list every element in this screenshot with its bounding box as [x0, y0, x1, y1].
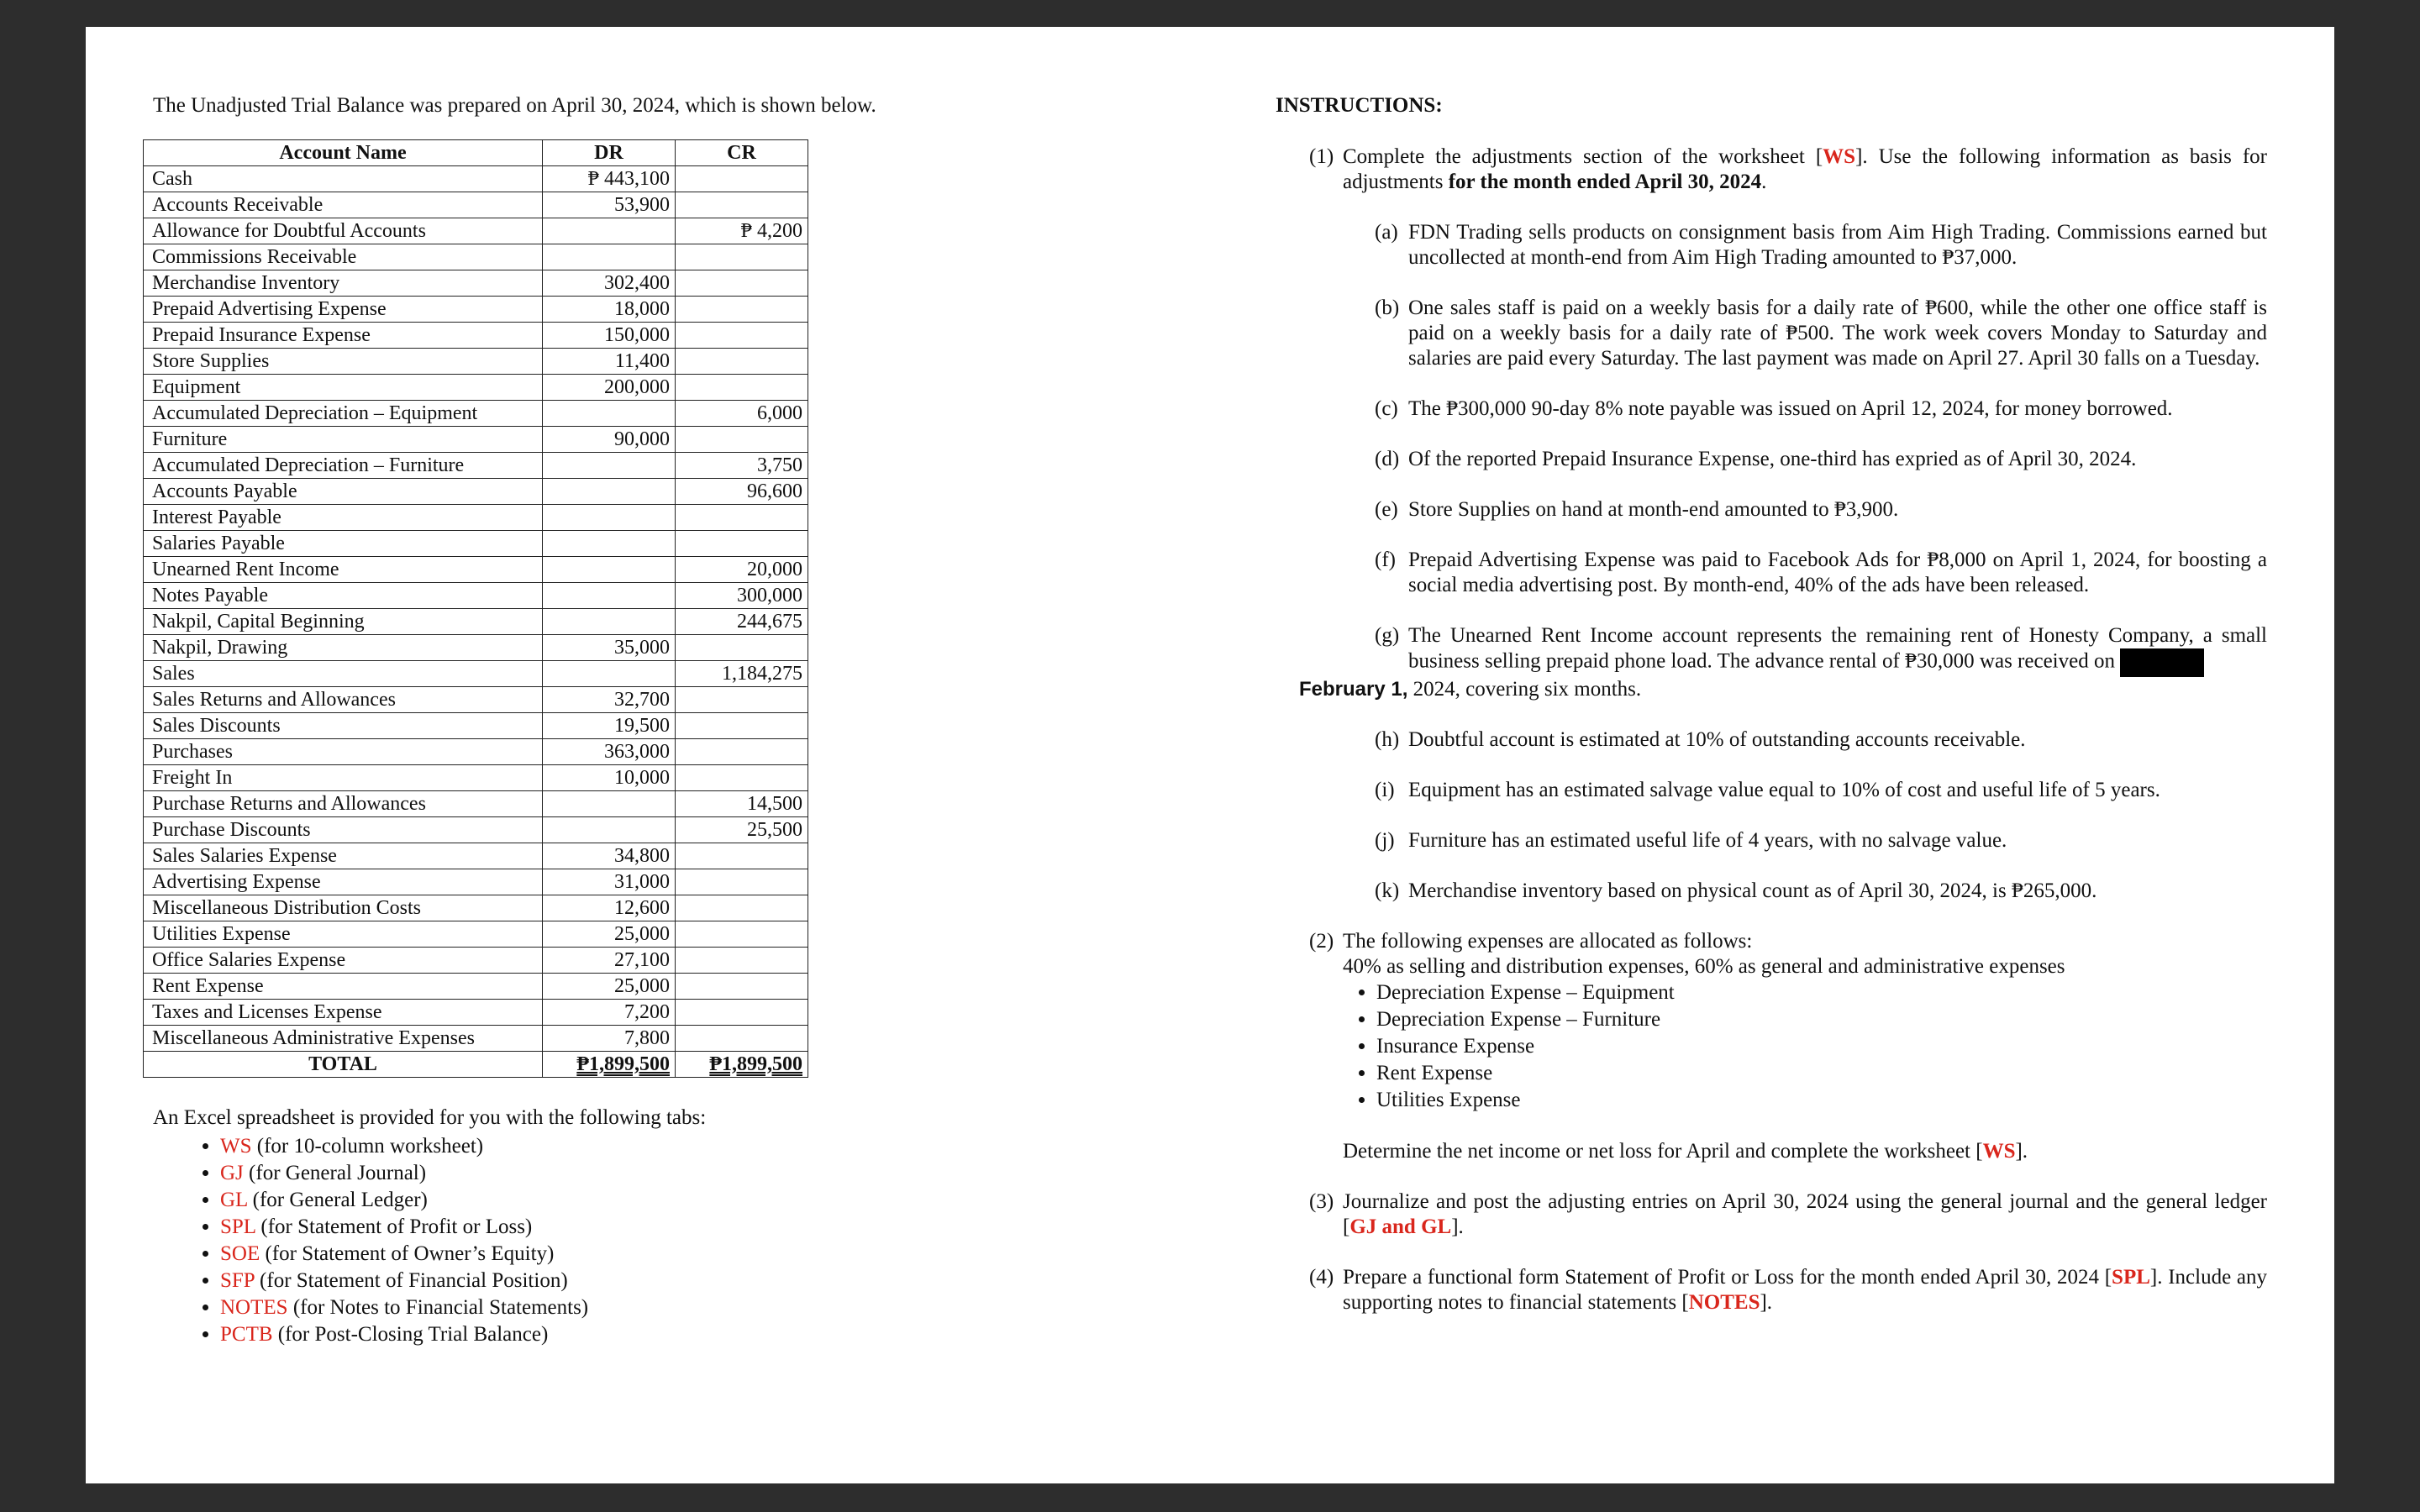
cell-dr: 12,600: [543, 895, 676, 921]
cell-dr: [543, 244, 676, 270]
tab-ref-gj-gl: GJ and GL: [1349, 1215, 1452, 1238]
cell-dr: 25,000: [543, 921, 676, 948]
cell-dr: [543, 661, 676, 687]
tab-code: SPL: [220, 1215, 256, 1238]
table-header-row: [144, 140, 808, 166]
table-row: [144, 453, 808, 479]
instruction-4: (4) Prepare a functional form Statement of Profit or Loss for the month ended April 30, 2024 [SPL]. Include any supporting notes to financial statements [NOTES].: [1309, 1266, 2267, 1314]
adjustment-g: (g) The Unearned Rent Income account represents the remaining rent of Honesty Company, a small business selling prepaid phone load. The advance rental of ₱30,000 was received on February 1, 2024, covering six months.: [1299, 624, 2267, 701]
cell-name: Nakpil, Capital Beginning: [144, 609, 543, 635]
table-row: [144, 609, 808, 635]
cell-cr: ₱ 4,200: [676, 218, 808, 244]
table-row: [144, 270, 808, 297]
trial-balance-title: The Unadjusted Trial Balance was prepared on April 30, 2024, which is shown below.: [153, 94, 876, 117]
list-item: • Utilities Expense: [1376, 1087, 2267, 1114]
tab-code: GJ: [220, 1162, 244, 1184]
cell-dr: 27,100: [543, 948, 676, 974]
table-row: [144, 921, 808, 948]
header-cr: CR: [676, 140, 808, 166]
table-row: [144, 843, 808, 869]
tab-description: (for Statement of Financial Position): [254, 1269, 568, 1292]
tab-description: (for Statement of Profit or Loss): [255, 1215, 533, 1238]
table-row: [144, 791, 808, 817]
list-item: • Depreciation Expense – Furniture: [1376, 1006, 2267, 1033]
allocated-expenses-list: [1276, 979, 2267, 1114]
cell-name: Furniture: [144, 427, 543, 453]
redaction-box: [2120, 648, 2204, 677]
table-row: [144, 323, 808, 349]
tab-list-item: [220, 1160, 993, 1187]
cell-cr: [676, 921, 808, 948]
cell-name: Sales Salaries Expense: [144, 843, 543, 869]
cell-name: Office Salaries Expense: [144, 948, 543, 974]
table-row: [144, 948, 808, 974]
table-row: [144, 739, 808, 765]
cell-name: Cash: [144, 166, 543, 192]
instruction-3: (3) Journalize and post the adjusting entries on April 30, 2024 using the general journal and the general ledger [GJ and GL].: [1309, 1190, 2267, 1238]
cell-dr: 34,800: [543, 843, 676, 869]
date-february: February 1,: [1299, 678, 1408, 701]
adjustment-j: (j) Furniture has an estimated useful life of 4 years, with no salvage value.: [1375, 829, 2007, 852]
list-item: • Insurance Expense: [1376, 1033, 2267, 1060]
cell-cr: [676, 192, 808, 218]
cell-dr: 200,000: [543, 375, 676, 401]
cell-cr: 3,750: [676, 453, 808, 479]
instructions-column: [1276, 94, 2267, 1315]
cell-name: Sales Discounts: [144, 713, 543, 739]
document-page: [86, 27, 2334, 1483]
cell-cr: 300,000: [676, 583, 808, 609]
list-item: • Depreciation Expense – Equipment: [1376, 979, 2267, 1006]
cell-cr: 244,675: [676, 609, 808, 635]
total-dr: ₱1,899,500: [543, 1052, 676, 1078]
cell-cr: 25,500: [676, 817, 808, 843]
cell-cr: 6,000: [676, 401, 808, 427]
cell-name: Allowance for Doubtful Accounts: [144, 218, 543, 244]
cell-dr: [543, 453, 676, 479]
cell-name: Miscellaneous Distribution Costs: [144, 895, 543, 921]
trial-balance-table: [143, 139, 808, 1078]
cell-name: Purchase Returns and Allowances: [144, 791, 543, 817]
instructions-heading: INSTRUCTIONS:: [1276, 94, 1443, 117]
cell-dr: 302,400: [543, 270, 676, 297]
cell-name: Accounts Receivable: [144, 192, 543, 218]
cell-name: Commissions Receivable: [144, 244, 543, 270]
cell-cr: [676, 297, 808, 323]
adjustment-e: (e) Store Supplies on hand at month-end amounted to ₱3,900.: [1375, 498, 1899, 521]
table-row: [144, 479, 808, 505]
tab-description: (for Post-Closing Trial Balance): [272, 1323, 549, 1346]
cell-dr: [543, 505, 676, 531]
determine-net-income: Determine the net income or net loss for April and complete the worksheet [WS].: [1343, 1140, 2028, 1163]
total-row: [144, 1052, 808, 1078]
table-row: [144, 1026, 808, 1052]
cell-cr: [676, 895, 808, 921]
cell-cr: [676, 323, 808, 349]
cell-cr: 96,600: [676, 479, 808, 505]
cell-name: Store Supplies: [144, 349, 543, 375]
cell-dr: [543, 218, 676, 244]
cell-name: Equipment: [144, 375, 543, 401]
table-row: [144, 661, 808, 687]
adjustment-d: (d) Of the reported Prepaid Insurance Expense, one-third has expried as of April 30, 2024.: [1375, 448, 2137, 470]
cell-dr: 90,000: [543, 427, 676, 453]
adjustment-f: (f) Prepaid Advertising Expense was paid to Facebook Ads for ₱8,000 on April 1, 2024, for boosting a social media advertising post. By month-end, 40% of the ads have been released.: [1375, 549, 2267, 596]
instruction-2: (2) The following expenses are allocated as follows: 40% as selling and distribution expenses, 60% as general and administrative expenses: [1309, 930, 2065, 978]
cell-cr: [676, 244, 808, 270]
cell-dr: ₱ 443,100: [543, 166, 676, 192]
table-row: [144, 895, 808, 921]
cell-name: Prepaid Insurance Expense: [144, 323, 543, 349]
cell-name: Purchases: [144, 739, 543, 765]
cell-dr: [543, 583, 676, 609]
table-row: [144, 531, 808, 557]
cell-cr: [676, 1026, 808, 1052]
cell-cr: 20,000: [676, 557, 808, 583]
cell-name: Nakpil, Drawing: [144, 635, 543, 661]
adjustment-c: (c) The ₱300,000 90-day 8% note payable was issued on April 12, 2024, for money borrowed.: [1375, 397, 2173, 420]
cell-cr: [676, 739, 808, 765]
list-item: • Rent Expense: [1376, 1060, 2267, 1087]
cell-name: Freight In: [144, 765, 543, 791]
cell-cr: [676, 948, 808, 974]
instruction-1: (1) Complete the adjustments section of the worksheet [WS]. Use the following information as basis for adjustments for the month ended April 30, 2024.: [1309, 145, 2268, 193]
tab-description: (for Statement of Owner’s Equity): [260, 1242, 555, 1265]
cell-dr: 32,700: [543, 687, 676, 713]
cell-cr: 14,500: [676, 791, 808, 817]
cell-dr: 11,400: [543, 349, 676, 375]
cell-cr: [676, 687, 808, 713]
tab-code: PCTB: [220, 1323, 273, 1346]
adjustment-i: (i) Equipment has an estimated salvage value equal to 10% of cost and useful life of 5 years.: [1375, 779, 2160, 801]
adjustment-b: (b) One sales staff is paid on a weekly basis for a daily rate of ₱600, while the other one office staff is paid on a weekly basis for a daily rate of ₱500. The work week covers Monday to Saturday and salaries are paid every Saturday. The last payment was made on April 27. April 30 falls on a Tuesday.: [1375, 297, 2267, 370]
cell-cr: [676, 765, 808, 791]
cell-name: Prepaid Advertising Expense: [144, 297, 543, 323]
table-row: [144, 635, 808, 661]
table-row: [144, 817, 808, 843]
cell-dr: 25,000: [543, 974, 676, 1000]
table-row: [144, 1000, 808, 1026]
spreadsheet-tabs-list: [153, 1133, 993, 1348]
cell-name: Accumulated Depreciation – Furniture: [144, 453, 543, 479]
cell-dr: 19,500: [543, 713, 676, 739]
cell-dr: 35,000: [543, 635, 676, 661]
cell-cr: [676, 505, 808, 531]
tab-code: SOE: [220, 1242, 260, 1265]
table-row: [144, 713, 808, 739]
header-dr: DR: [543, 140, 676, 166]
cell-dr: 150,000: [543, 323, 676, 349]
cell-dr: 7,800: [543, 1026, 676, 1052]
table-row: [144, 375, 808, 401]
cell-name: Interest Payable: [144, 505, 543, 531]
tab-list-item: [220, 1294, 993, 1321]
cell-cr: [676, 166, 808, 192]
cell-dr: 31,000: [543, 869, 676, 895]
cell-dr: [543, 401, 676, 427]
cell-name: Notes Payable: [144, 583, 543, 609]
cell-name: Accumulated Depreciation – Equipment: [144, 401, 543, 427]
cell-dr: [543, 791, 676, 817]
cell-cr: [676, 375, 808, 401]
cell-cr: 1,184,275: [676, 661, 808, 687]
header-account-name: Account Name: [144, 140, 543, 166]
trial-balance-body: [144, 166, 808, 1052]
tab-description: (for General Ledger): [247, 1189, 428, 1211]
cell-dr: 10,000: [543, 765, 676, 791]
tab-description: (for Notes to Financial Statements): [287, 1296, 589, 1319]
cell-cr: [676, 843, 808, 869]
tab-code: SFP: [220, 1269, 255, 1292]
cell-cr: [676, 270, 808, 297]
tab-code: WS: [220, 1135, 252, 1158]
cell-name: Miscellaneous Administrative Expenses: [144, 1026, 543, 1052]
table-row: [144, 765, 808, 791]
cell-cr: [676, 713, 808, 739]
table-row: [144, 244, 808, 270]
cell-name: Utilities Expense: [144, 921, 543, 948]
cell-dr: 18,000: [543, 297, 676, 323]
table-row: [144, 557, 808, 583]
total-label: TOTAL: [144, 1052, 543, 1078]
cell-name: Rent Expense: [144, 974, 543, 1000]
table-row: [144, 687, 808, 713]
tab-list-item: [220, 1187, 993, 1214]
table-row: [144, 869, 808, 895]
tab-list-item: [220, 1241, 993, 1268]
tab-description: (for General Journal): [243, 1162, 427, 1184]
left-column: [153, 94, 993, 1348]
cell-name: Unearned Rent Income: [144, 557, 543, 583]
tab-ref-spl: SPL: [2112, 1266, 2150, 1289]
table-row: [144, 974, 808, 1000]
cell-cr: [676, 349, 808, 375]
table-row: [144, 192, 808, 218]
cell-name: Merchandise Inventory: [144, 270, 543, 297]
tab-code: NOTES: [220, 1296, 288, 1319]
cell-dr: [543, 817, 676, 843]
cell-dr: [543, 557, 676, 583]
tab-list-item: [220, 1268, 993, 1294]
tab-list-item: [220, 1133, 993, 1160]
tab-ref-ws: WS: [1823, 145, 1856, 168]
cell-cr: [676, 635, 808, 661]
adjustment-a: (a) FDN Trading sells products on consignment basis from Aim High Trading. Commissions earned but uncollected at month-end from Aim High Trading amounted to ₱37,000.: [1375, 221, 2267, 269]
cell-dr: 53,900: [543, 192, 676, 218]
cell-cr: [676, 531, 808, 557]
tab-description: (for 10-column worksheet): [251, 1135, 484, 1158]
instruction-number: (1): [1309, 145, 1334, 168]
cell-dr: [543, 479, 676, 505]
cell-name: Taxes and Licenses Expense: [144, 1000, 543, 1026]
table-row: [144, 297, 808, 323]
cell-name: Accounts Payable: [144, 479, 543, 505]
table-row: [144, 166, 808, 192]
tab-list-item: [220, 1321, 993, 1348]
total-cr: ₱1,899,500: [676, 1052, 808, 1078]
cell-cr: [676, 1000, 808, 1026]
table-row: [144, 218, 808, 244]
excel-intro: An Excel spreadsheet is provided for you with the following tabs:: [153, 1106, 707, 1129]
cell-dr: [543, 609, 676, 635]
cell-name: Salaries Payable: [144, 531, 543, 557]
tab-ref-notes: NOTES: [1688, 1291, 1760, 1314]
tab-list-item: [220, 1214, 993, 1241]
cell-cr: [676, 869, 808, 895]
cell-name: Purchase Discounts: [144, 817, 543, 843]
tab-code: GL: [220, 1189, 248, 1211]
cell-dr: 7,200: [543, 1000, 676, 1026]
cell-name: Advertising Expense: [144, 869, 543, 895]
adjustment-k: (k) Merchandise inventory based on physical count as of April 30, 2024, is ₱265,000.: [1375, 879, 2097, 902]
table-row: [144, 349, 808, 375]
cell-dr: 363,000: [543, 739, 676, 765]
cell-dr: [543, 531, 676, 557]
cell-cr: [676, 974, 808, 1000]
adjustment-h: (h) Doubtful account is estimated at 10% of outstanding accounts receivable.: [1375, 728, 2026, 751]
table-row: [144, 583, 808, 609]
cell-name: Sales Returns and Allowances: [144, 687, 543, 713]
table-row: [144, 505, 808, 531]
table-row: [144, 427, 808, 453]
cell-name: Sales: [144, 661, 543, 687]
table-row: [144, 401, 808, 427]
cell-cr: [676, 427, 808, 453]
